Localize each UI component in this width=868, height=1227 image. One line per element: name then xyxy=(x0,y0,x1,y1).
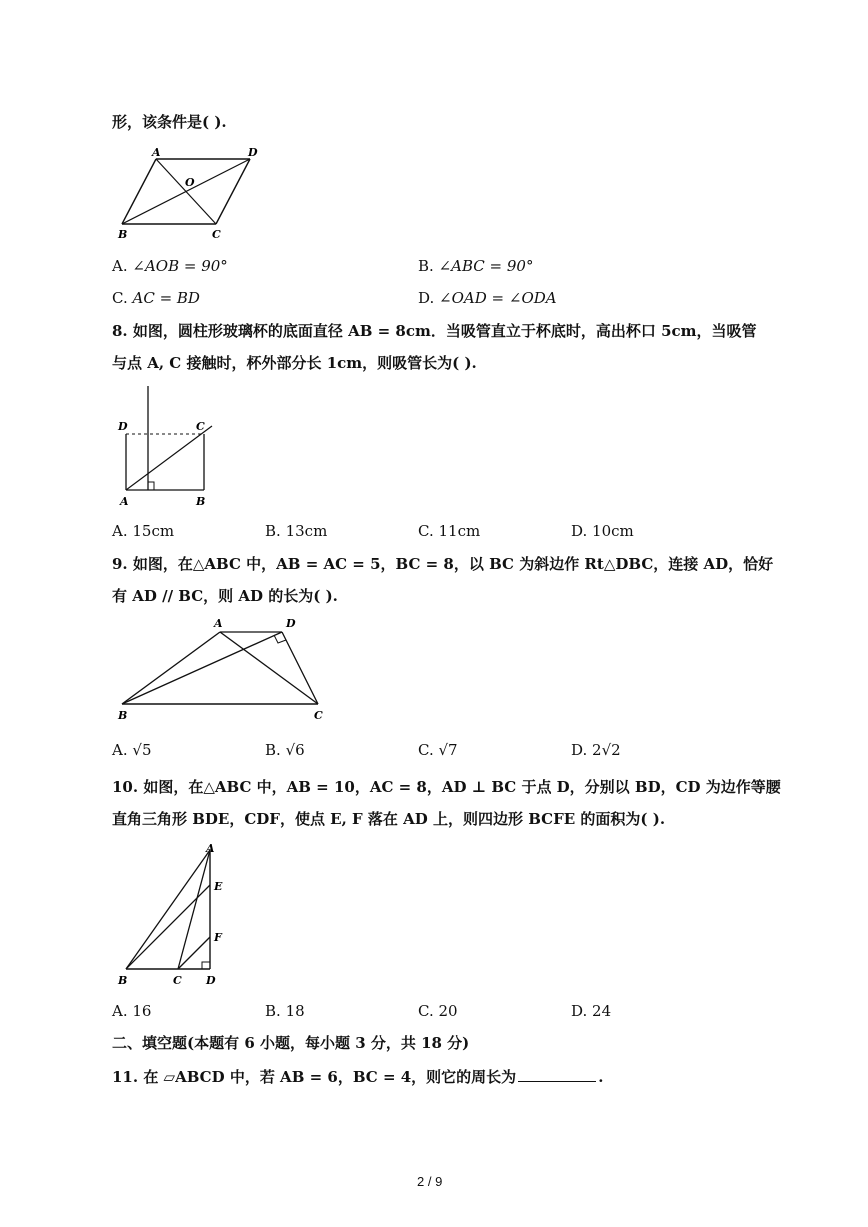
q8-option-b[interactable]: B. 13cm xyxy=(265,522,328,540)
q9-triangle-figure xyxy=(112,614,332,724)
q10-option-b[interactable]: B. 18 xyxy=(265,1002,305,1020)
q9-label-c: C xyxy=(314,709,323,722)
q7-option-d[interactable]: D. ∠OAD = ∠ODA xyxy=(418,289,557,307)
q8-question-line1: 8. 如图，圆柱形玻璃杯的底面直径 AB = 8cm．当吸管直立于杯底时，高出杯口 5cm，当吸管 xyxy=(112,322,757,340)
q10-question-line1: 10. 如图，在△ABC 中，AB = 10，AC = 8，AD ⊥ BC 于点 D，分别以 BD，CD 为边作等腰 xyxy=(112,778,781,796)
q7-tail-text: 形，该条件是( ). xyxy=(112,113,227,131)
q7-option-a[interactable]: A. ∠AOB = 90° xyxy=(112,257,228,275)
q9-label-b: B xyxy=(118,709,128,722)
q10-option-c[interactable]: C. 20 xyxy=(418,1002,458,1020)
q8-cylinder-glass-figure xyxy=(112,384,222,512)
q10-label-b: B xyxy=(118,974,128,987)
q8-label-a: A xyxy=(120,495,129,508)
q9-question-line1: 9. 如图，在△ABC 中，AB = AC = 5，BC = 8，以 BC 为斜边作 Rt△DBC，连接 AD，恰好 xyxy=(112,555,774,573)
q10-label-d: D xyxy=(206,974,216,987)
q9-option-c[interactable]: C. √7 xyxy=(418,741,458,759)
q9-option-d[interactable]: D. 2√2 xyxy=(571,741,621,759)
q9-option-a[interactable]: A. √5 xyxy=(112,741,152,759)
q7-label-b: B xyxy=(118,228,128,241)
q9-option-b[interactable]: B. √6 xyxy=(265,741,305,759)
q10-label-a: A xyxy=(206,842,215,855)
q10-triangle-figure xyxy=(112,838,242,990)
q8-option-c[interactable]: C. 11cm xyxy=(418,522,481,540)
q7-label-o: O xyxy=(185,176,195,189)
q10-option-a[interactable]: A. 16 xyxy=(112,1002,152,1020)
q9-question-line2: 有 AD // BC，则 AD 的长为( ). xyxy=(112,587,338,605)
q10-label-c: C xyxy=(173,974,182,987)
q10-option-d[interactable]: D. 24 xyxy=(571,1002,612,1020)
q7-label-c: C xyxy=(212,228,221,241)
section2-title: 二、填空题(本题有 6 小题，每小题 3 分，共 18 分) xyxy=(112,1034,470,1052)
q8-option-d[interactable]: D. 10cm xyxy=(571,522,634,540)
q11-question-text: 11. 在 ▱ABCD 中，若 AB = 6，BC = 4，则它的周长为 xyxy=(112,1068,517,1086)
q9-label-a: A xyxy=(214,617,223,630)
q11-answer-blank[interactable] xyxy=(518,1066,596,1082)
q8-label-c: C xyxy=(196,420,205,433)
q8-question-line2: 与点 A, C 接触时，杯外部分长 1cm，则吸管长为( ). xyxy=(112,354,477,372)
q10-label-e: E xyxy=(214,880,223,893)
q11-question xyxy=(112,1066,603,1087)
q10-question-line2: 直角三角形 BDE，CDF，使点 E, F 落在 AD 上，则四边形 BCFE 的面积为( ). xyxy=(112,810,666,828)
q7-option-c[interactable]: C. AC = BD xyxy=(112,289,200,307)
q7-label-a: A xyxy=(152,146,161,159)
q7-parallelogram-figure xyxy=(112,142,272,244)
q8-label-b: B xyxy=(196,495,206,508)
page-number: 2 / 9 xyxy=(417,1174,443,1189)
q11-question-end: . xyxy=(598,1068,604,1086)
q8-option-a[interactable]: A. 15cm xyxy=(112,522,175,540)
q7-label-d: D xyxy=(248,146,258,159)
q7-option-b[interactable]: B. ∠ABC = 90° xyxy=(418,257,534,275)
q10-label-f: F xyxy=(214,931,222,944)
q8-label-d: D xyxy=(118,420,128,433)
q9-label-d: D xyxy=(286,617,296,630)
